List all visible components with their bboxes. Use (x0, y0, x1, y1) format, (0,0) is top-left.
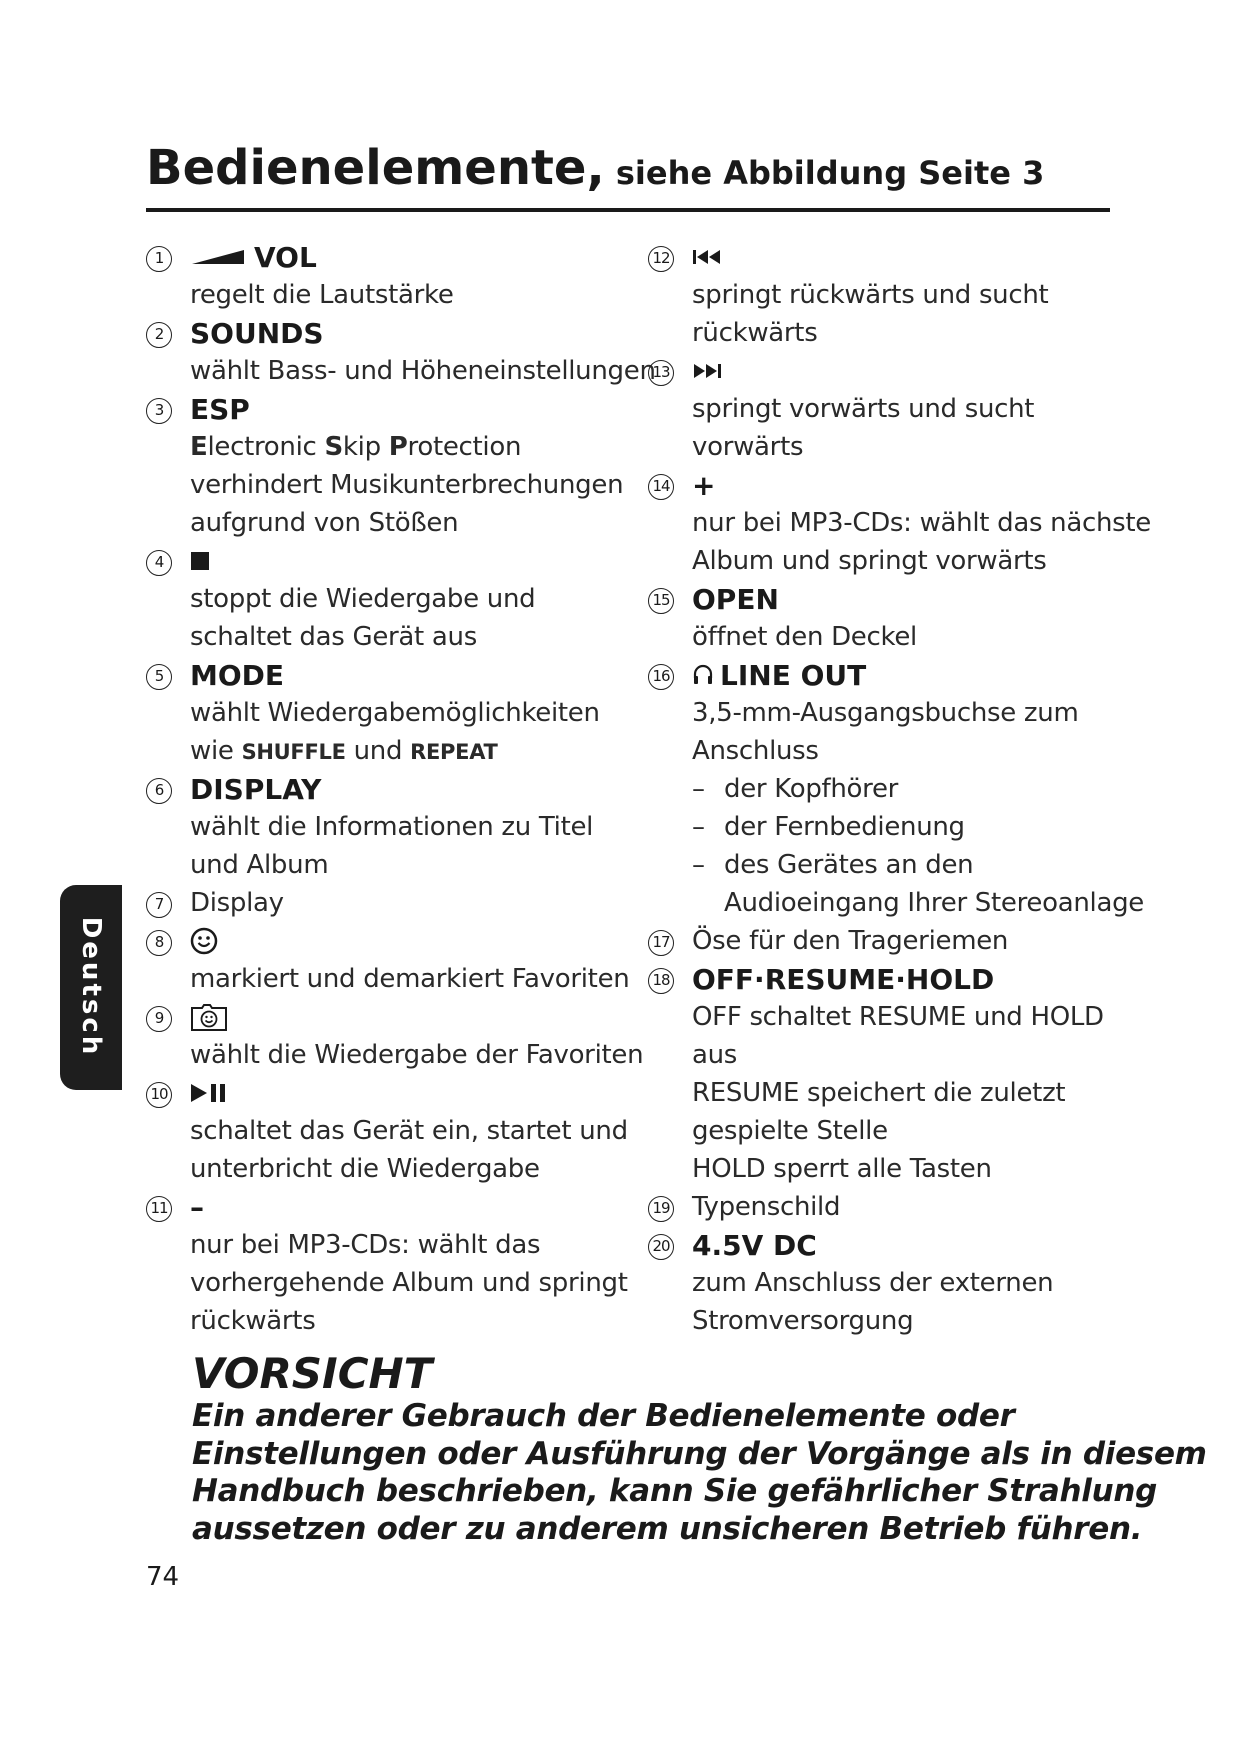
item-heading (692, 238, 722, 276)
item-heading: OPEN (692, 582, 779, 616)
shuffle-label: SHUFFLE (241, 740, 346, 764)
item-number: 13 (648, 360, 674, 386)
item-description: Stromversorgung (692, 1306, 914, 1336)
item-description: Öse für den Trageriemen (692, 926, 1009, 956)
item-description: Album und springt vorwärts (692, 546, 1047, 576)
item-heading: – (190, 1190, 204, 1224)
play-pause-icon (190, 1082, 228, 1104)
item-number: 8 (146, 930, 172, 956)
mode-text: und (345, 736, 411, 766)
item-heading (190, 1074, 228, 1112)
item-description: Anschluss (692, 736, 819, 766)
item-number: 17 (648, 930, 674, 956)
item-number: 12 (648, 246, 674, 272)
item-number: 19 (648, 1196, 674, 1222)
item-description: Typenschild (692, 1192, 841, 1222)
item-heading (692, 656, 866, 694)
item-heading (190, 998, 228, 1036)
stop-icon (190, 551, 210, 571)
item-heading: MODE (190, 658, 285, 692)
page-title-sub: siehe Abbildung Seite 3 (604, 154, 1045, 192)
esp-letter-p: P (388, 432, 408, 462)
item-description: springt vorwärts und sucht (692, 394, 1035, 424)
item-number: 18 (648, 968, 674, 994)
item-heading-label: VOL (254, 240, 317, 274)
item-description: nur bei MP3-CDs: wählt das nächste (692, 508, 1152, 538)
item-heading: SOUNDS (190, 316, 324, 350)
item-description: schaltet das Gerät aus (190, 622, 477, 652)
item-heading: 4.5V DC (692, 1228, 817, 1262)
skip-back-icon (692, 248, 722, 266)
item-number: 11 (146, 1196, 172, 1222)
item-description: wählt die Informationen zu Titel (190, 812, 594, 842)
item-description: springt rückwärts und sucht (692, 280, 1049, 310)
item-description: unterbricht die Wiedergabe (190, 1154, 540, 1184)
dash-bullet: – (692, 850, 705, 880)
item-number: 7 (146, 892, 172, 918)
item-description: 3,5-mm-Ausgangsbuchse zum (692, 698, 1079, 728)
dash-bullet: – (692, 812, 705, 842)
item-description: aufgrund von Stößen (190, 508, 459, 538)
item-description: verhindert Musikunterbrechungen (190, 470, 624, 500)
dash-list-item (692, 846, 973, 884)
item-description: rückwärts (190, 1306, 316, 1336)
caution-text-line: Ein anderer Gebrauch der Bedienelemente oder (192, 1398, 1015, 1434)
page-number: 74 (146, 1562, 180, 1592)
item-number: 2 (146, 322, 172, 348)
item-heading-label: LINE OUT (720, 658, 867, 692)
language-tab-label: Deutsch (76, 916, 106, 1058)
item-number: 4 (146, 550, 172, 576)
language-tab (60, 885, 122, 1090)
item-number: 3 (146, 398, 172, 424)
item-heading: + (692, 468, 716, 502)
item-heading: OFF·RESUME·HOLD (692, 962, 995, 996)
item-number: 15 (648, 588, 674, 614)
item-description: wählt Bass- und Höheneinstellungen (190, 356, 656, 386)
dash-list-item (692, 808, 965, 846)
item-number: 20 (648, 1234, 674, 1260)
item-description: wählt Wiedergabemöglichkeiten (190, 698, 600, 728)
item-description: regelt die Lautstärke (190, 280, 454, 310)
mode-text: wie (190, 736, 242, 766)
volume-wedge-icon (190, 246, 246, 268)
caution-block (192, 1350, 1207, 1548)
item-number: 14 (648, 474, 674, 500)
esp-letter-e: E (190, 432, 208, 462)
item-description: rückwärts (692, 318, 818, 348)
skip-forward-icon (692, 362, 722, 380)
item-description: stoppt die Wiedergabe und (190, 584, 536, 614)
dash-list-text: der Kopfhörer (724, 774, 899, 804)
item-description: schaltet das Gerät ein, startet und (190, 1116, 628, 1146)
item-description: wählt die Wiedergabe der Favoriten (190, 1040, 644, 1070)
caution-text-line: Handbuch beschrieben, kann Sie gefährlicher Strahlung (192, 1473, 1158, 1509)
item-description: HOLD sperrt alle Tasten (692, 1154, 992, 1184)
item-number: 10 (146, 1082, 172, 1108)
caution-text-line: Einstellungen oder Ausführung der Vorgänge als in diesem (192, 1435, 1207, 1472)
smiley-box-icon (190, 1002, 228, 1032)
item-heading (692, 352, 722, 390)
item-description: nur bei MP3-CDs: wählt das (190, 1230, 541, 1260)
item-description: OFF schaltet RESUME und HOLD (692, 1002, 1104, 1032)
dash-bullet: – (692, 774, 705, 804)
item-heading: DISPLAY (190, 772, 322, 806)
caution-text-line: aussetzen oder zu anderem unsicheren Betrieb führen. (192, 1510, 1143, 1547)
esp-word: kip (342, 432, 389, 462)
esp-word: rotection (407, 432, 522, 462)
esp-letter-s: S (324, 432, 343, 462)
item-heading (190, 238, 317, 276)
repeat-label: REPEAT (410, 740, 498, 764)
smiley-icon (190, 927, 218, 955)
dash-list-text: der Fernbedienung (724, 812, 965, 842)
item-description: Display (190, 888, 284, 918)
item-description: vorwärts (692, 432, 804, 462)
item-description: zum Anschluss der externen (692, 1268, 1054, 1298)
dash-list-item (692, 770, 898, 808)
esp-word: lectronic (207, 432, 325, 462)
caution-title: VORSICHT (192, 1349, 433, 1398)
item-description: vorhergehende Album und springt (190, 1268, 628, 1298)
item-number: 6 (146, 778, 172, 804)
item-number: 9 (146, 1006, 172, 1032)
item-description (190, 428, 521, 466)
page-title-main: Bedienelemente, (146, 140, 605, 196)
item-description: RESUME speichert die zuletzt (692, 1078, 1066, 1108)
item-heading: ESP (190, 392, 250, 426)
dash-list-text: des Gerätes an den (724, 850, 974, 880)
item-description: aus (692, 1040, 738, 1070)
item-heading (190, 922, 218, 960)
item-description (190, 732, 498, 770)
item-number: 16 (648, 664, 674, 690)
item-description: öffnet den Deckel (692, 622, 917, 652)
page-title (146, 140, 1044, 196)
title-rule (146, 208, 1110, 212)
item-number: 1 (146, 246, 172, 272)
item-description: gespielte Stelle (692, 1116, 888, 1146)
item-number: 5 (146, 664, 172, 690)
item-description: und Album (190, 850, 329, 880)
item-heading (190, 542, 210, 580)
dash-list-continuation: Audioeingang Ihrer Stereoanlage (724, 888, 1144, 918)
item-description: markiert und demarkiert Favoriten (190, 964, 630, 994)
headphones-icon (692, 664, 714, 686)
